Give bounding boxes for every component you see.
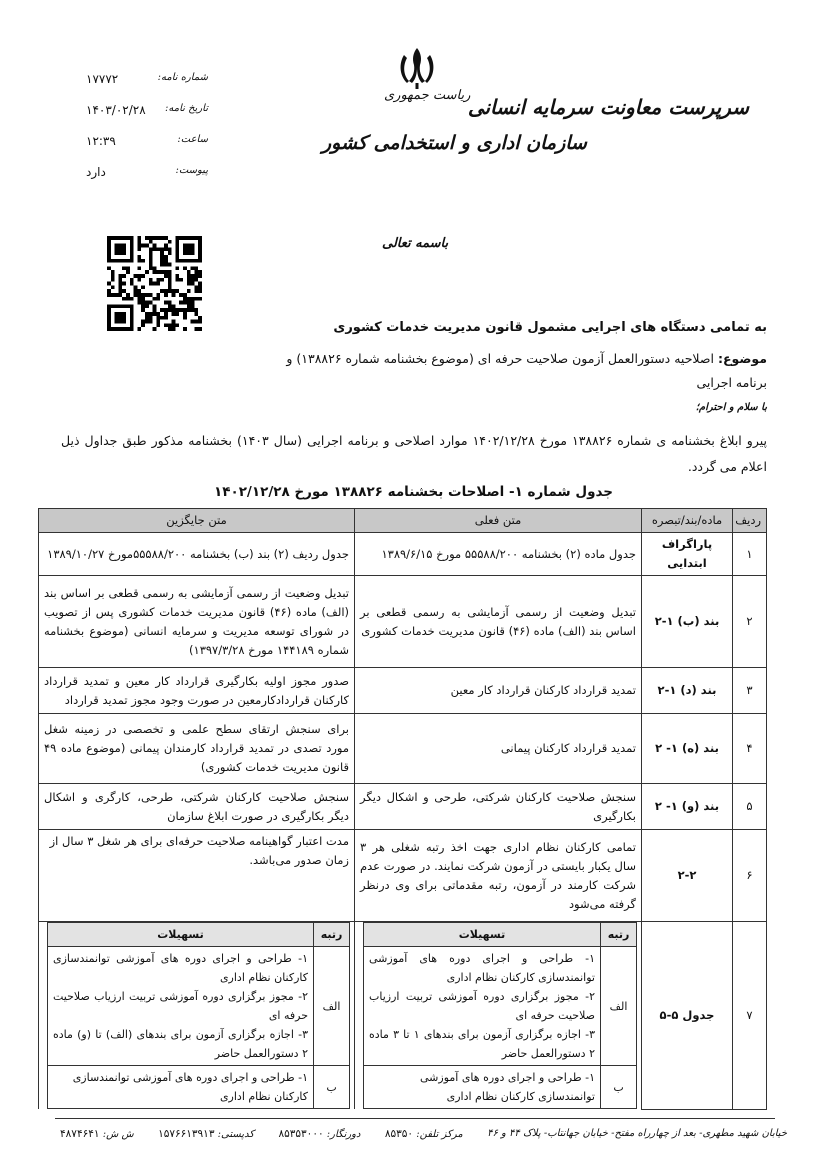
table-row — [39, 533, 767, 576]
inner-rank: ب — [601, 1066, 637, 1109]
facility-line: ۳- اجازه برگزاری آزمون برای بندهای ۱ تا ۳ ماده ۲ دستورالعمل حاضر — [369, 1028, 595, 1060]
table-row — [39, 668, 767, 714]
header-madeh: ماده/بند/تبصره — [642, 509, 733, 533]
bismillah: باسمه تعالی — [382, 236, 449, 251]
table-row — [39, 576, 767, 668]
footer-national-id — [60, 1128, 134, 1140]
qr-code-icon — [107, 236, 202, 331]
row-current: سنجش صلاحیت کارکنان شرکتی، طرحی و اشکال دیگر بکارگیری — [355, 784, 642, 830]
row-new: مدت اعتبار گواهینامه صلاحیت حرفه‌ای برای هر شغل ۳ سال از زمان صدور می‌باشد. — [39, 830, 355, 922]
footer-divider — [55, 1118, 775, 1119]
footer-phone — [385, 1128, 463, 1140]
footer-fax — [278, 1128, 360, 1140]
national-value: ۴۸۷۴۶۴۱ — [60, 1128, 100, 1140]
row-new: صدور مجوز اولیه بکارگیری قرارداد کار معین و تمدید قرارداد کارکنان قراردادکارمعین در صورت وجود مجوز تمدید قرارداد — [39, 668, 355, 714]
fax-value: ۸۵۳۵۳۰۰۰ — [278, 1128, 324, 1140]
subject-text: اصلاحیه دستورالعمل آزمون صلاحیت حرفه ای (موضوع بخشنامه شماره ۱۳۸۸۲۶) و برنامه اجرایی — [286, 351, 767, 390]
subject-line — [267, 347, 767, 395]
table-header-row — [39, 509, 767, 533]
inner-row — [364, 1066, 637, 1109]
row-radif: ۱ — [733, 533, 767, 576]
row-radif: ۳ — [733, 668, 767, 714]
table-row — [39, 784, 767, 830]
phone-label: مرکز تلفن: — [416, 1129, 463, 1140]
number-label: شماره نامه: — [157, 72, 208, 83]
table-row — [39, 922, 767, 1110]
header-new: متن جایگزین — [39, 509, 355, 533]
inner-rank: ب — [314, 1066, 350, 1109]
addressee: به تمامی دستگاه های اجرایی مشمول قانون مدیریت خدمات کشوری — [333, 320, 767, 335]
facility-line: ۲- مجوز برگزاری دوره آموزشی تربیت ارزیاب صلاحیت حرفه ای — [369, 990, 595, 1022]
facility-line: ۲- مجوز برگزاری دوره آموزشی تربیت ارزیاب صلاحیت حرفه ای — [53, 990, 308, 1022]
facilities-table-new — [47, 922, 350, 1109]
inner-facilities — [364, 947, 601, 1066]
footer-postal — [158, 1128, 254, 1140]
facilities-table-current — [363, 922, 637, 1109]
footer-address: خیابان شهید مطهری- بعد از چهارراه مفتح- خیابان جهانتاب- پلاک ۴۴ و ۴۶ — [487, 1128, 787, 1139]
greeting: با سلام و احترام؛ — [695, 402, 767, 413]
row-madeh: پاراگراف ابتدایی — [642, 533, 733, 576]
meta-time-row — [86, 134, 208, 165]
row-radif: ۴ — [733, 714, 767, 784]
meta-number-row — [86, 72, 208, 103]
inner-rank: الف — [601, 947, 637, 1066]
facility-line: ۱- طراحی و اجرای دوره های آموزشی توانمندسازی کارکنان نظام اداری — [420, 1071, 595, 1103]
row-current: تمامی کارکنان نظام اداری جهت اخذ رتبه شغلی هر ۳ سال یکبار بایستی در آزمون شرکت نمایند. در صورت عدم شرکت کارمند در آزمون، رتبه مقدماتی برای وی درنظر گرفته می‌شود — [355, 830, 642, 922]
facility-line: ۱- طراحی و اجرای دوره های آموزشی توانمندسازی کارکنان نظام اداری — [53, 952, 308, 984]
row-current: تمدید قرارداد کارکنان پیمانی — [355, 714, 642, 784]
iran-emblem-icon — [395, 45, 439, 91]
inner-rank-header: رتبه — [601, 923, 637, 947]
postal-value: ۱۵۷۶۶۱۳۹۱۳ — [158, 1128, 215, 1140]
inner-facilities — [364, 1066, 601, 1109]
row-current: تمدید قرارداد کارکنان قرارداد کار معین — [355, 668, 642, 714]
row-new: تبدیل وضعیت از رسمی آزمایشی به رسمی قطعی بر اساس بند (الف) ماده (۴۶) قانون مدیریت خدمات کشوری پس از تصویب در شورای توسعه مدیریت و سرمایه انسانی (موضوع بخشنامه شماره ۱۴۴۱۸۹ مورخ ۱۳۹۷/۳/۲۸) — [39, 576, 355, 668]
row-new: برای سنجش ارتقای سطح علمی و تخصصی در زمینه شغل مورد تصدی در تمدید قرارداد کارمندان پیمانی (موضوع ماده ۴۹ قانون مدیریت خدمات کشوری) — [39, 714, 355, 784]
organization-title: سازمان اداری و استخدامی کشور — [322, 132, 587, 154]
table-row — [39, 830, 767, 922]
meta-date-row — [86, 103, 208, 134]
fax-label: دورنگار: — [326, 1129, 361, 1140]
row-madeh: بند (و) ۱- ۲ — [642, 784, 733, 830]
intro-paragraph: پیرو ابلاغ بخشنامه ی شماره ۱۳۸۸۲۶ مورخ ۱۴۰۲/۱۲/۲۸ موارد اصلاحی و برنامه اجرایی (سال ۱۴۰۳) بخشنامه مذکور طبق جداول ذیل اعلام می گردد. — [61, 433, 767, 474]
inner-facilities-header: تسهیلات — [48, 923, 314, 947]
number-value: ۱۷۷۷۲ — [86, 72, 119, 86]
inner-facilities — [48, 1066, 314, 1109]
row-radif: ۵ — [733, 784, 767, 830]
row-new: جدول ردیف (۲) بند (ب) بخشنامه ۵۵۵۸۸/۲۰۰مورخ ۱۳۸۹/۱۰/۲۷ — [39, 533, 355, 576]
row-radif: ۶ — [733, 830, 767, 922]
table-row — [39, 714, 767, 784]
row-current: تبدیل وضعیت از رسمی آزمایشی به رسمی قطعی بر اساس بند (الف) ماده (۴۶) قانون مدیریت خدمات کشوری — [355, 576, 642, 668]
header-current: متن فعلی — [355, 509, 642, 533]
time-value: ۱۲:۳۹ — [86, 134, 116, 148]
facility-line: ۱- طراحی و اجرای دوره های آموزشی توانمندسازی کارکنان نظام اداری — [369, 952, 595, 984]
time-label: ساعت: — [177, 134, 208, 145]
row-madeh: ۲-۲ — [642, 830, 733, 922]
subject-label: موضوع: — [717, 351, 767, 366]
inner-row — [48, 1066, 350, 1109]
inner-rank-header: رتبه — [314, 923, 350, 947]
inner-facilities — [48, 947, 314, 1066]
row-madeh: بند (ب) ۱-۲ — [642, 576, 733, 668]
row-madeh: بند (ه) ۱- ۲ — [642, 714, 733, 784]
amendments-table — [38, 508, 767, 1110]
row-radif: ۲ — [733, 576, 767, 668]
footer — [60, 1128, 787, 1140]
phone-value: ۸۵۳۵۰ — [384, 1128, 414, 1140]
row-new-inner — [39, 922, 355, 1110]
facility-line: ۱- طراحی و اجرای دوره های آموزشی توانمندسازی کارکنان نظام اداری — [72, 1071, 308, 1103]
row-radif: ۷ — [733, 922, 767, 1110]
national-label: ش ش: — [102, 1129, 134, 1140]
header-radif: ردیف — [733, 509, 767, 533]
department-title: سرپرست معاونت سرمایه انسانی — [467, 95, 749, 119]
meta-attachment-row — [86, 165, 208, 196]
row-madeh: بند (د) ۱-۲ — [642, 668, 733, 714]
row-current-inner — [355, 922, 642, 1110]
table-title: جدول شماره ۱- اصلاحات بخشنامه ۱۳۸۸۲۶ مورخ ۱۴۰۲/۱۲/۲۸ — [213, 484, 614, 500]
presidency-label: ریاست جمهوری — [384, 88, 471, 103]
date-label: تاریخ نامه: — [165, 103, 208, 114]
letter-meta — [86, 72, 208, 196]
row-current: جدول ماده (۲) بخشنامه ۵۵۵۸۸/۲۰۰ مورخ ۱۳۸۹/۶/۱۵ — [355, 533, 642, 576]
inner-facilities-header: تسهیلات — [364, 923, 601, 947]
facility-line: ۳- اجازه برگزاری آزمون برای بندهای (الف) تا (و) ماده ۲ دستورالعمل حاضر — [53, 1028, 308, 1060]
inner-rank: الف — [314, 947, 350, 1066]
postal-label: کدپستی: — [217, 1129, 255, 1140]
inner-row — [364, 947, 637, 1066]
row-madeh: جدول ۵-۵ — [642, 922, 733, 1110]
row-new: سنجش صلاحیت کارکنان شرکتی، طرحی، کارگری و اشکال دیگر بکارگیری در صورت ابلاغ سازمان — [39, 784, 355, 830]
attachment-value: دارد — [86, 165, 106, 179]
attachment-label: پیوست: — [175, 165, 208, 176]
inner-row — [48, 947, 350, 1066]
date-value: ۱۴۰۳/۰۲/۲۸ — [86, 103, 146, 117]
